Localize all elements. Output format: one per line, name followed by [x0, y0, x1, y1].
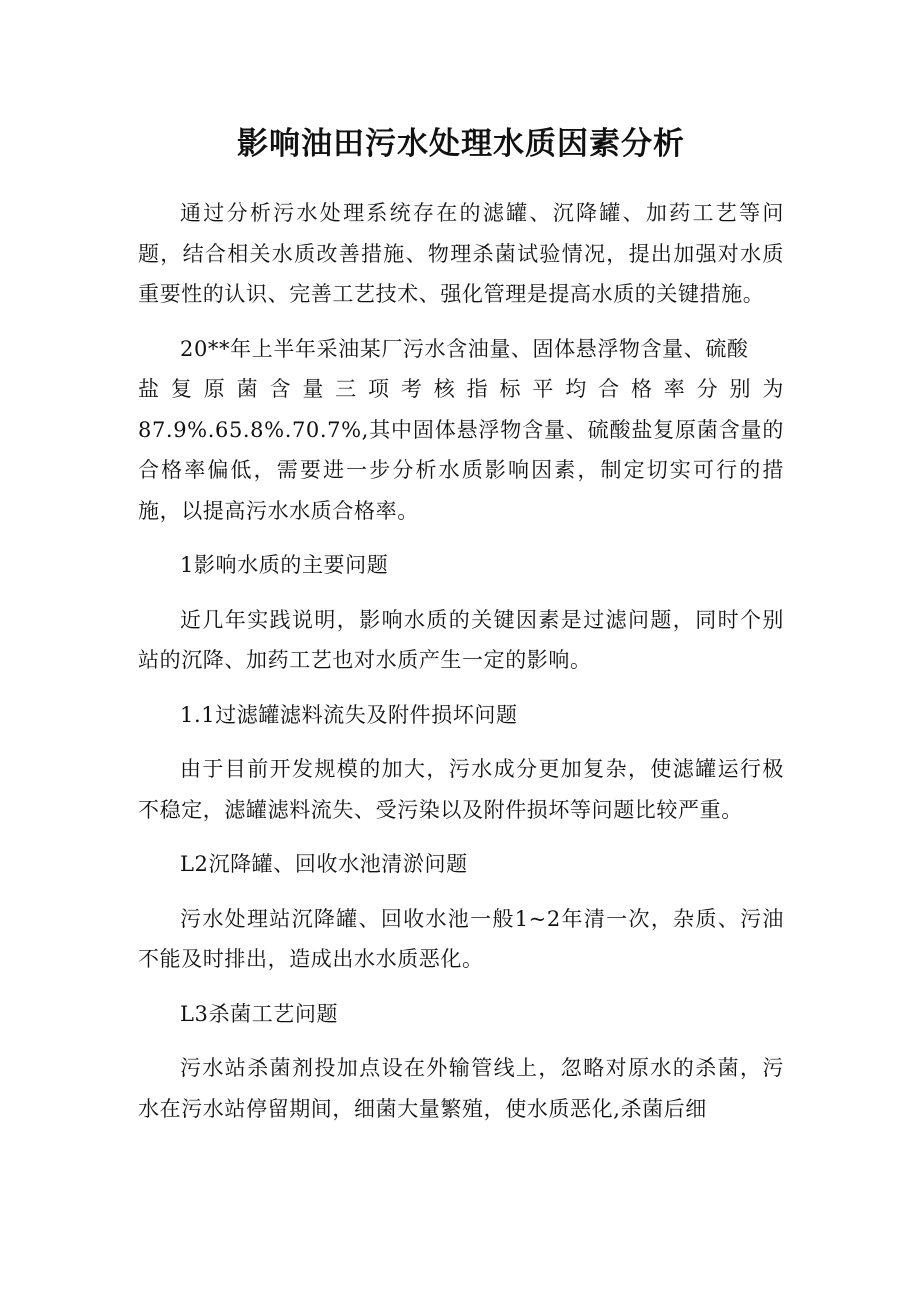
section-1-3-text: 污水站杀菌剂投加点设在外输管线上，忽略对原水的杀菌，污水在污水站停留期间，细菌大量繁殖，使水质恶化,杀菌后细 [138, 1056, 784, 1121]
document-page [138, 118, 784, 1129]
abstract-paragraph: 通过分析污水处理系统存在的滤罐、沉降罐、加药工艺等问题，结合相关水质改善措施、物理杀菌试验情况，提出加强对水质重要性的认识、完善工艺技术、强化管理是提高水质的关键措施。 [138, 201, 784, 306]
section-1-3-heading: L3杀菌工艺问题 [180, 1001, 339, 1026]
intro-line-1: 20**年上半年采油某厂污水含油量、固体悬浮物含量、硫酸 [180, 336, 749, 361]
section-1-2-text: 污水处理站沉降罐、回收水池一般1~2年清一次，杂质、污油不能及时排出，造成出水水质恶化。 [138, 906, 784, 971]
document-title: 影响油田污水处理水质因素分析 [237, 126, 685, 162]
intro-paragraph [138, 329, 784, 532]
section-1-heading: 1影响水质的主要问题 [180, 553, 389, 577]
intro-line-2: 盐复原菌含量三项考核指标平均合格率分别为 [138, 377, 784, 401]
intro-rest: 87.9%.65.8%.70.7%,其中固体悬浮物含量、硫酸盐复原菌含量的合格率偏低，需要进一步分析水质影响因素，制定切实可行的措施，以提高污水水质合格率。 [138, 417, 784, 523]
section-1-1-heading: 1.1过滤罐滤料流失及附件损坏问题 [180, 702, 518, 727]
section-1-1-text: 由于目前开发规模的加大，污水成分更加复杂，使滤罐运行极不稳定，滤罐滤料流失、受污染以及附件损坏等问题比较严重。 [138, 757, 784, 822]
section-1-text: 近几年实践说明，影响水质的关键因素是过滤问题，同时个别站的沉降、加药工艺也对水质产生一定的影响。 [138, 607, 784, 672]
section-1-2-heading: L2沉降罐、回收水池清淤问题 [180, 852, 468, 876]
